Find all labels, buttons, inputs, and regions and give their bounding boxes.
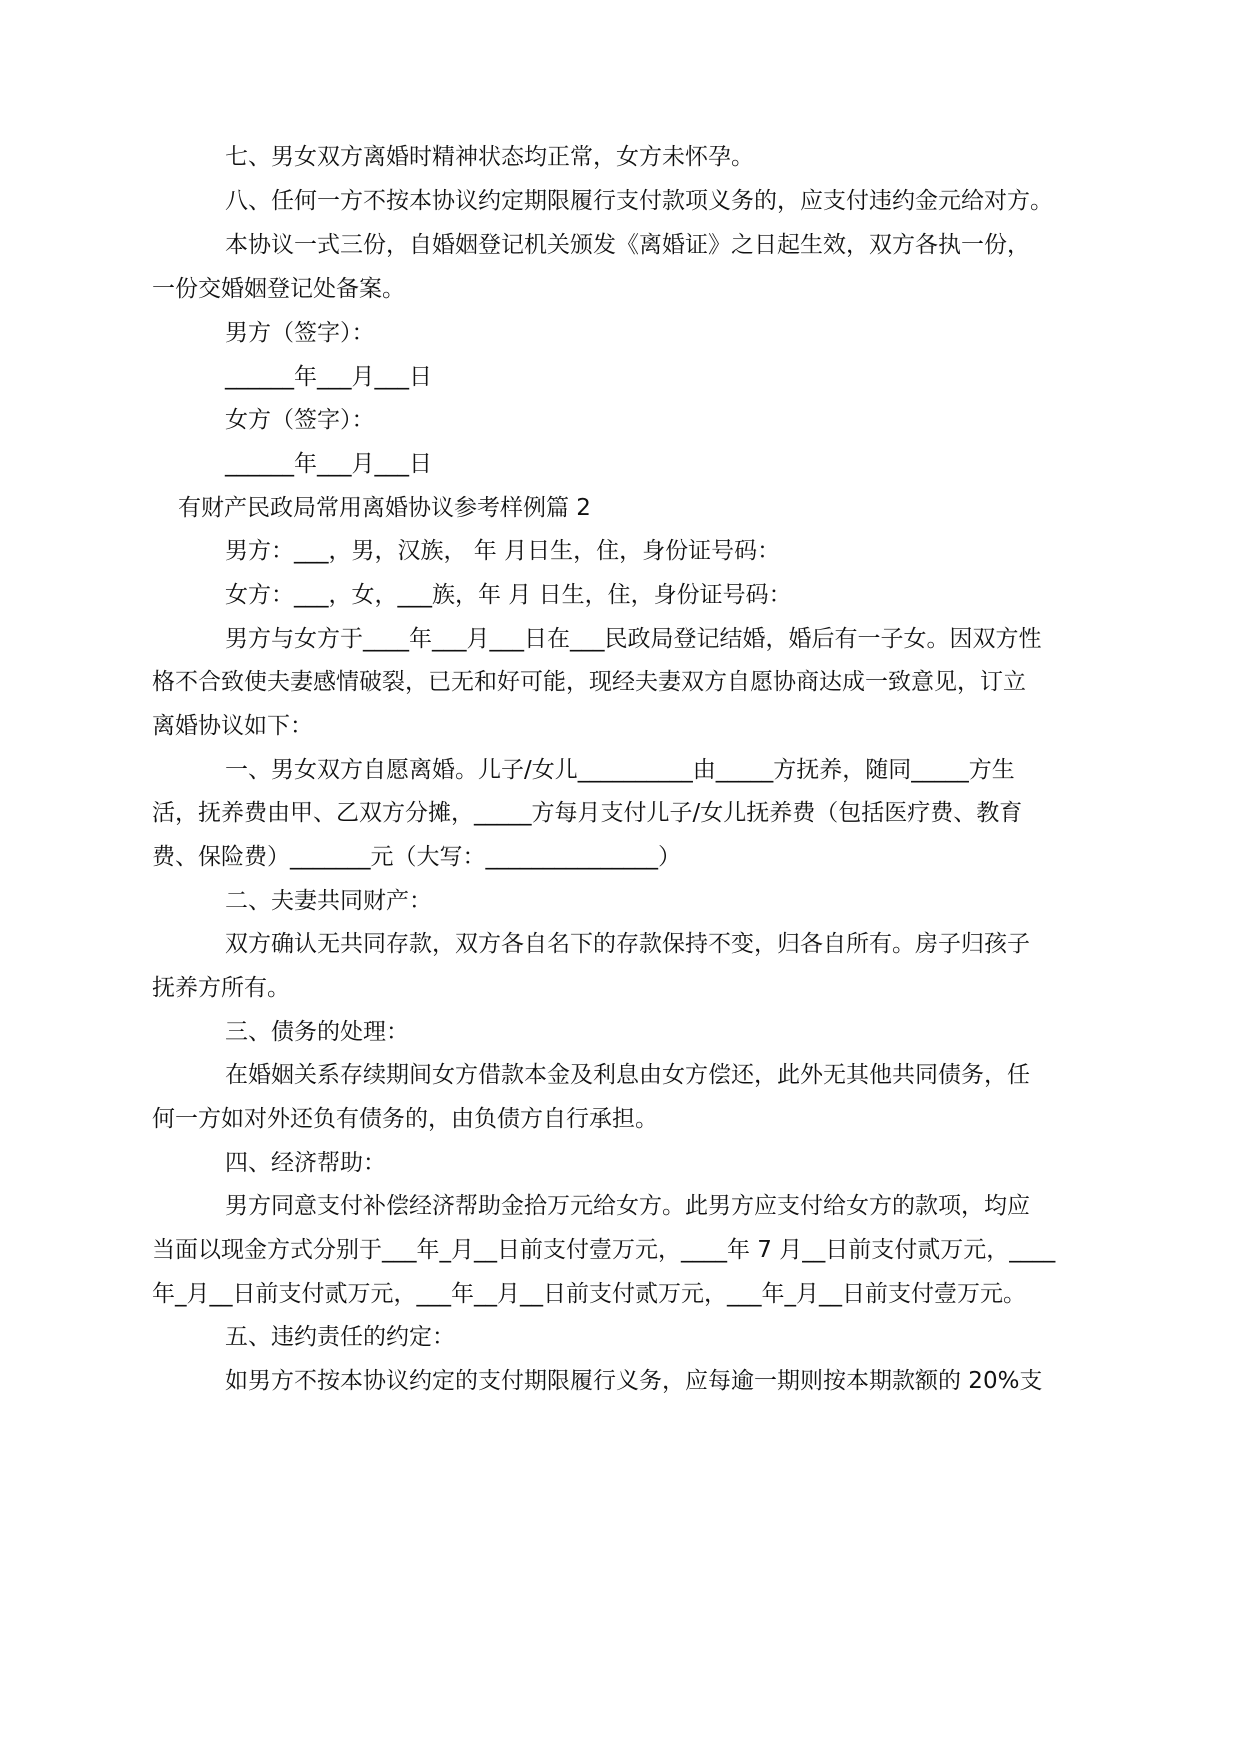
male-signature-date: ______年___月___日 [225, 364, 432, 390]
female-party-info: 女方：___，女，___族，年 月 日生，住，身份证号码： [225, 582, 792, 608]
section-title: 有财产民政局常用离婚协议参考样例篇 2 [178, 495, 591, 521]
validity-paragraph-cont: 一份交婚姻登记处备案。 [152, 276, 405, 302]
male-signature-label: 男方（签字）： [225, 320, 375, 346]
article-2-body: 双方确认无共同存款，双方各自名下的存款保持不变，归各自所有。房子归孩子 [225, 931, 1030, 957]
article-1: 一、男女双方自愿离婚。儿子/女儿__________由_____方抚养，随同_____方生 [225, 757, 1015, 783]
preamble-cont-2: 离婚协议如下： [152, 713, 313, 739]
female-signature-label: 女方（签字）： [225, 407, 375, 433]
preamble-cont-1: 格不合致使夫妻感情破裂，已无和好可能，现经夫妻双方自愿协商达成一致意见，订立 [152, 669, 1026, 695]
article-5-body: 如男方不按本协议约定的支付期限履行义务，应每逾一期则按本期款额的 20%支 [225, 1368, 1043, 1394]
article-2-body-cont: 抚养方所有。 [152, 975, 290, 1001]
article-3-heading: 三、债务的处理： [225, 1019, 409, 1045]
article-1-cont-1: 活，抚养费由甲、乙双方分摊，_____方每月支付儿子/女儿抚养费（包括医疗费、教育 [152, 800, 1023, 826]
female-signature-date: ______年___月___日 [225, 451, 432, 477]
article-4-body: 男方同意支付补偿经济帮助金拾万元给女方。此男方应支付给女方的款项，均应 [225, 1193, 1030, 1219]
article-2-heading: 二、夫妻共同财产： [225, 888, 432, 914]
clause-8: 八、任何一方不按本协议约定期限履行支付款项义务的，应支付违约金元给对方。 [225, 188, 1053, 214]
article-1-cont-2: 费、保险费）_______元（大写：_______________） [152, 844, 681, 870]
preamble: 男方与女方于____年___月___日在___民政局登记结婚，婚后有一子女。因双方性 [225, 626, 1042, 652]
article-5-heading: 五、违约责任的约定： [225, 1324, 455, 1350]
clause-7: 七、男女双方离婚时精神状态均正常，女方未怀孕。 [225, 144, 754, 170]
article-3-body-cont: 何一方如对外还负有债务的，由负债方自行承担。 [152, 1106, 658, 1132]
article-3-body: 在婚姻关系存续期间女方借款本金及利息由女方偿还，此外无其他共同债务，任 [225, 1062, 1030, 1088]
article-4-heading: 四、经济帮助： [225, 1150, 386, 1176]
article-4-body-cont-2: 年_月__日前支付贰万元，___年__月__日前支付贰万元，___年_月__日前支付壹万元。 [152, 1281, 1026, 1307]
male-party-info: 男方：___，男，汉族， 年 月日生，住，身份证号码： [225, 538, 781, 564]
article-4-body-cont-1: 当面以现金方式分别于___年_月__日前支付壹万元，____年 7 月__日前支付贰万元，____ [152, 1237, 1056, 1263]
validity-paragraph: 本协议一式三份，自婚姻登记机关颁发《离婚证》之日起生效，双方各执一份， [225, 232, 1030, 258]
